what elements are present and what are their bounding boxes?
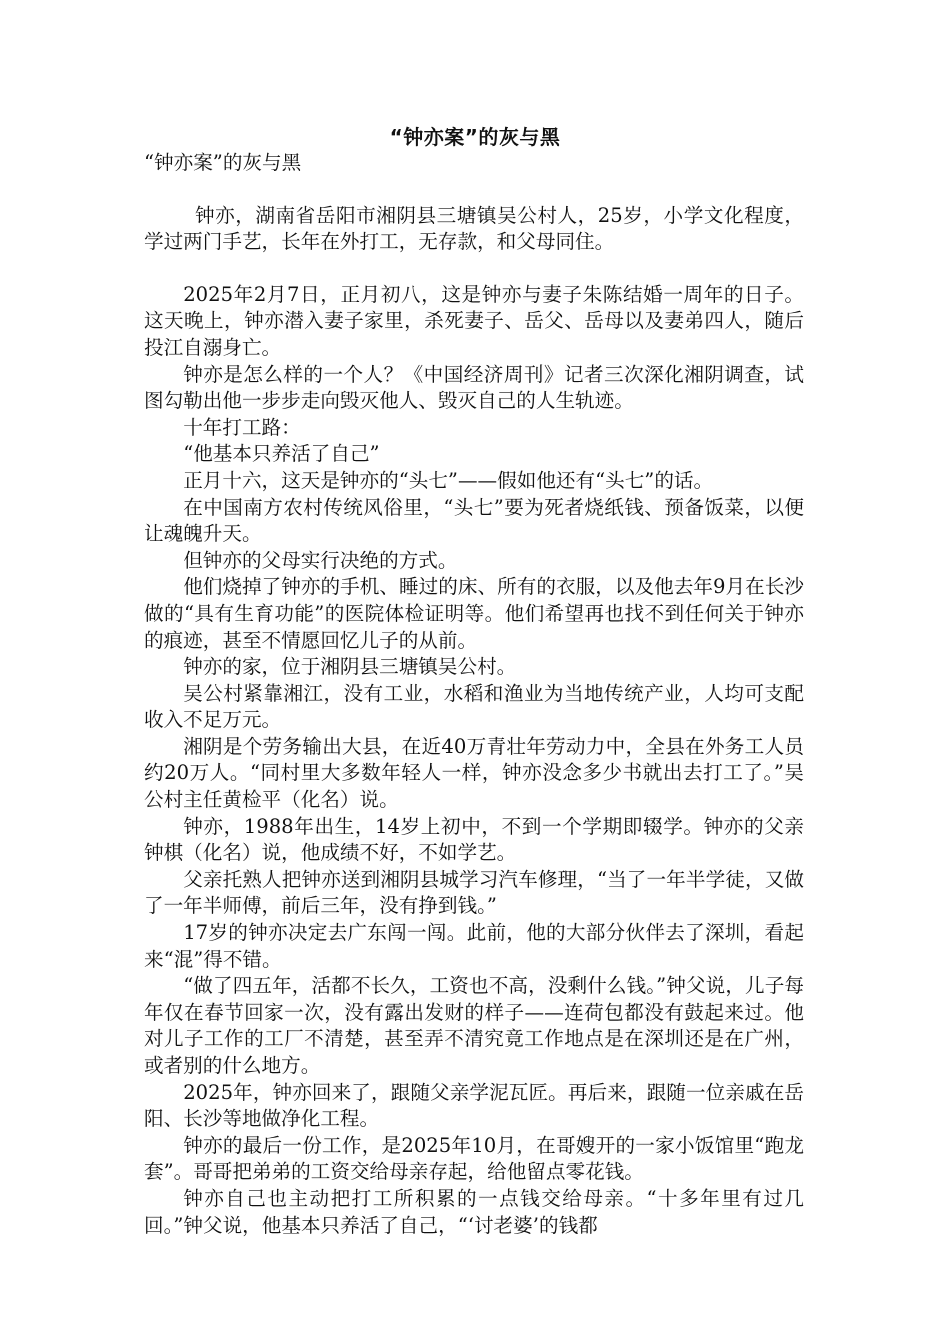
paragraph: 在中国南方农村传统风俗里，“头七”要为死者烧纸钱、预备饭菜，以便让魂魄升天。 (144, 495, 804, 546)
paragraph: 2025年2月7日，正月初八，这是钟亦与妻子朱陈结婚一周年的日子。这天晚上，钟亦潜入妻子家里，杀死妻子、岳父、岳母以及妻弟四人，随后投江自溺身亡。 (144, 282, 804, 359)
paragraph: 2025年，钟亦回来了，跟随父亲学泥瓦匠。再后来，跟随一位亲戚在岳阳、长沙等地做净化工程。 (144, 1080, 804, 1131)
article-body (144, 150, 804, 1239)
section-heading: “他基本只养活了自己” (183, 442, 380, 466)
paragraph: 钟亦的家，位于湘阴县三塘镇吴公村。 (183, 655, 517, 679)
paragraph: 钟亦是怎么样的一个人？《中国经济周刊》记者三次深化湘阴调查，试图勾勒出他一步步走向毁灭他人、毁灭自己的人生轨迹。 (144, 362, 804, 413)
paragraph: 钟亦的最后一份工作，是2025年10月，在哥嫂开的一家小饭馆里“跑龙套”。哥哥把弟弟的工资交给母亲存起，给他留点零花钱。 (144, 1133, 804, 1184)
paragraph: 吴公村紧靠湘江，没有工业，水稻和渔业为当地传统产业，人均可支配收入不足万元。 (144, 681, 804, 732)
paragraph: 湘阴是个劳务输出大县，在近40万青壮年劳动力中，全县在外务工人员约20万人。“同村里大多数年轻人一样，钟亦没念多少书就出去打工了。”吴公村主任黄检平（化名）说。 (144, 734, 804, 812)
section-heading: 十年打工路： (183, 415, 301, 439)
article-subtitle: “钟亦案”的灰与黑 (144, 151, 302, 174)
paragraph: “做了四五年，活都不长久，工资也不高，没剩什么钱。”钟父说，儿子每年仅在春节回家一次，没有露出发财的样子——连荷包都没有鼓起来过。他对儿子工作的工厂不清楚，甚至弄不清究竟工作地点是在深圳还是在广州，或者别的什么地方。 (144, 974, 804, 1077)
paragraph: 钟亦，湖南省岳阳市湘阴县三塘镇吴公村人，25岁，小学文化程度，学过两门手艺，长年在外打工，无存款，和父母同住。 (144, 203, 804, 254)
paragraph: 正月十六，这天是钟亦的“头七”——假如他还有“头七”的话。 (183, 468, 714, 492)
paragraph: 父亲托熟人把钟亦送到湘阴县城学习汽车修理，“当了一年半学徒，又做了一年半师傅，前后三年，没有挣到钱。” (144, 867, 804, 918)
paragraph: 钟亦，1988年出生，14岁上初中，不到一个学期即辍学。钟亦的父亲钟棋（化名）说，他成绩不好，不如学艺。 (144, 814, 804, 865)
paragraph: 17岁的钟亦决定去广东闯一闯。此前，他的大部分伙伴去了深圳，看起来“混”得不错。 (144, 921, 804, 971)
paragraph: 钟亦自己也主动把打工所积累的一点钱交给母亲。“十多年里有过几回。”钟父说，他基本只养活了自己，“‘讨老婆’的钱都 (144, 1186, 804, 1237)
paragraph: 他们烧掉了钟亦的手机、睡过的床、所有的衣服，以及他去年9月在长沙做的“具有生育功能”的医院体检证明等。他们希望再也找不到任何关于钟亦的痕迹，甚至不情愿回忆儿子的从前。 (144, 575, 804, 652)
document-title: “钟亦案”的灰与黑 (389, 125, 561, 149)
paragraph: 但钟亦的父母实行决绝的方式。 (183, 548, 458, 572)
